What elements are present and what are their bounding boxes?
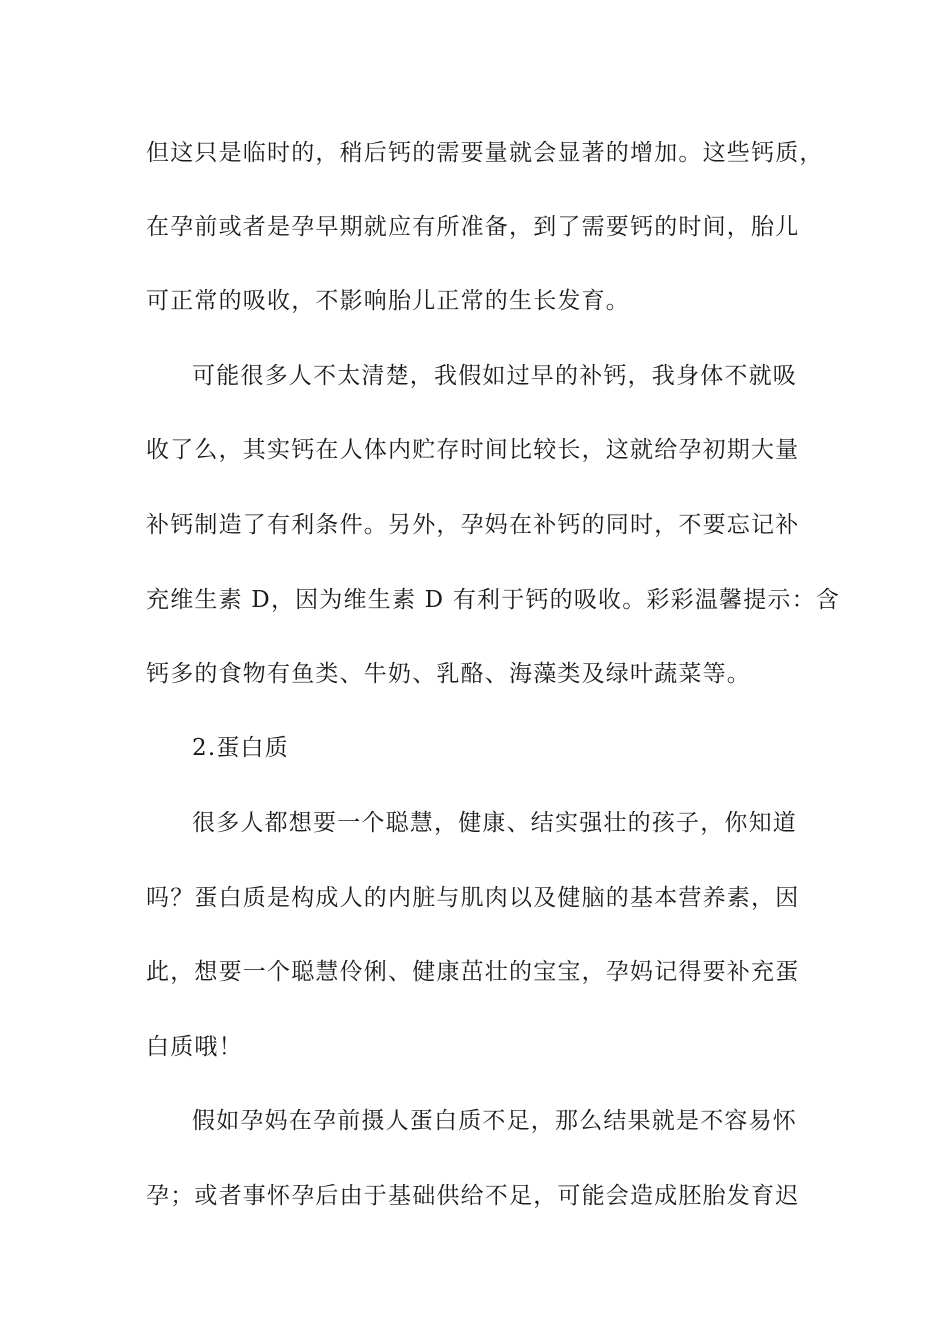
text-line: 补钙制造了有利条件。另外，孕妈在补钙的同时，不要忘记补 [146, 512, 800, 538]
text-line: 此，想要一个聪慧伶俐、健康茁壮的宝宝，孕妈记得要补充蛋 [146, 959, 800, 985]
text-line: 充维生素 D，因为维生素 D 有利于钙的吸收。彩彩温馨提示：含 [146, 587, 841, 613]
text-line: 收了么，其实钙在人体内贮存时间比较长，这就给孕初期大量 [146, 437, 800, 463]
section-heading: 2.蛋白质 [192, 735, 289, 761]
paragraph-start-line: 可能很多人不太清楚，我假如过早的补钙，我身体不就吸 [192, 363, 797, 389]
text-line: 在孕前或者是孕早期就应有所准备，到了需要钙的时间，胎儿 [146, 214, 800, 240]
text-line: 孕；或者事怀孕后由于基础供给不足，可能会造成胚胎发育迟 [146, 1183, 800, 1209]
paragraph-start-line: 很多人都想要一个聪慧，健康、结实强壮的孩子，你知道 [192, 810, 797, 836]
paragraph-start-line: 假如孕妈在孕前摄人蛋白质不足，那么结果就是不容易怀 [192, 1108, 797, 1134]
text-line: 钙多的食物有鱼类、牛奶、乳酪、海藻类及绿叶蔬菜等。 [146, 661, 751, 687]
text-line: 吗？蛋白质是构成人的内脏与肌肉以及健脑的基本营养素，因 [146, 885, 800, 911]
text-line: 可正常的吸收，不影响胎儿正常的生长发育。 [146, 288, 630, 314]
text-line: 但这只是临时的，稍后钙的需要量就会显著的增加。这些钙质， [146, 140, 824, 166]
text-line: 白质哦！ [146, 1034, 243, 1060]
